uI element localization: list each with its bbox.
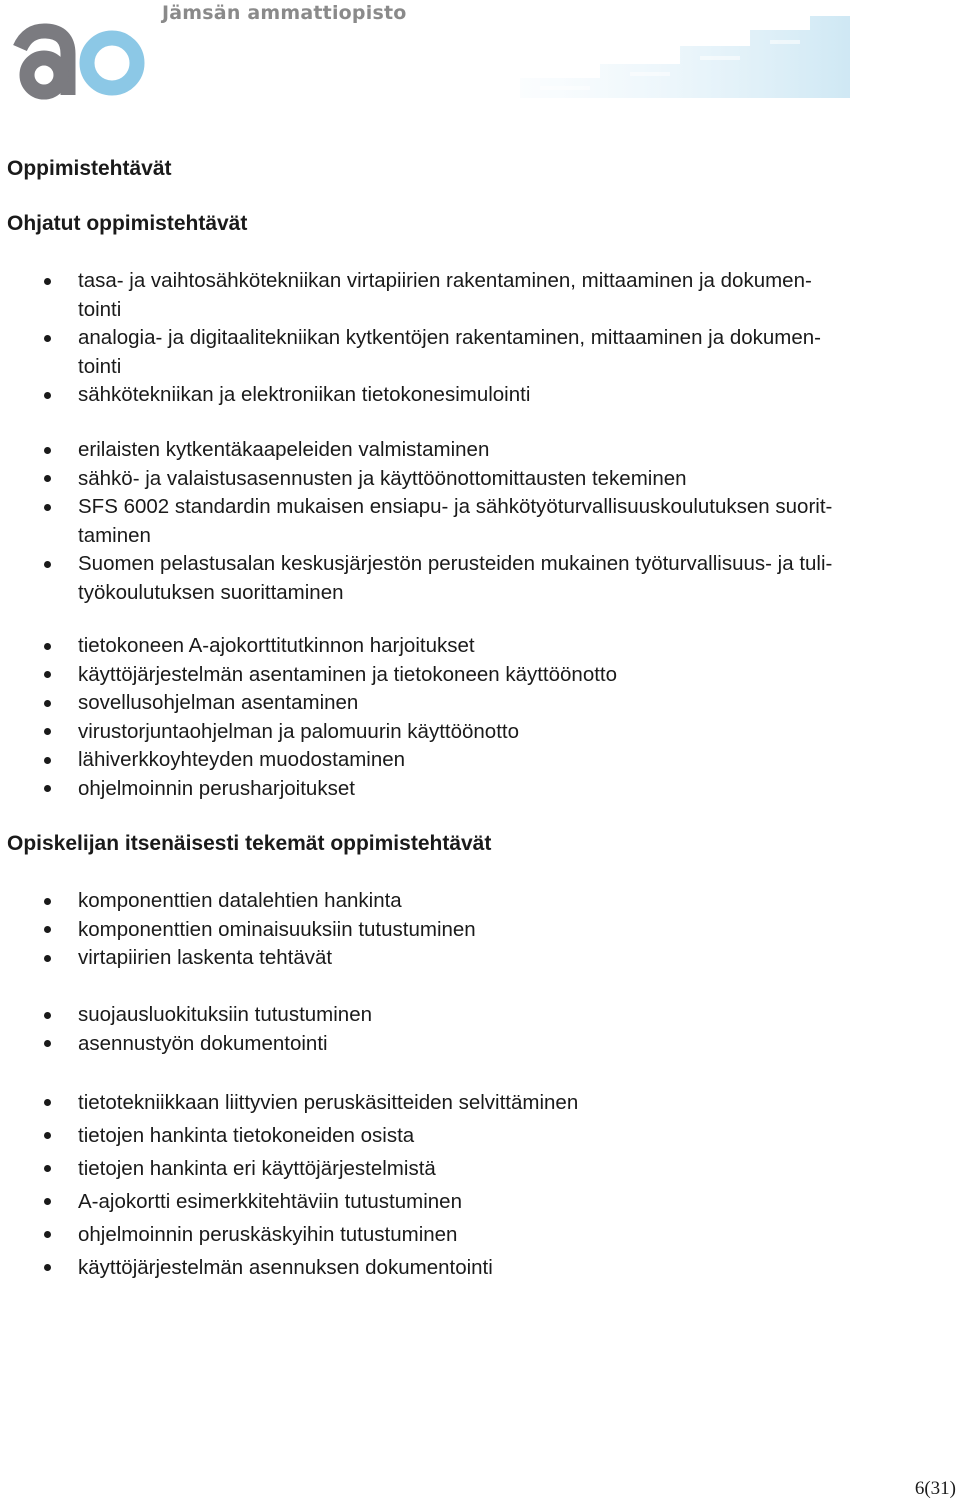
guided-tasks-heading: Ohjatut oppimistehtävät xyxy=(7,212,248,235)
bullet-icon xyxy=(44,898,51,905)
list-item-text: virustorjuntaohjelman ja palomuurin käyttöönotto xyxy=(78,719,520,743)
list-item-text: SFS 6002 standardin mukaisen ensiapu- ja sähkötyöturvallisuuskoulutuksen suorit- xyxy=(78,495,833,518)
bullet-icon xyxy=(44,1099,51,1106)
bullet-icon xyxy=(44,504,51,511)
bullet-icon xyxy=(44,1231,51,1238)
list-item-text: lähiverkkoyhteyden muodostaminen xyxy=(78,748,406,771)
list-item xyxy=(0,718,960,747)
bullet-icon xyxy=(44,278,51,285)
independent-task-list-2 xyxy=(0,1001,960,1058)
bullet-icon xyxy=(44,1132,51,1139)
list-item xyxy=(0,550,960,607)
bullet-icon xyxy=(44,671,51,678)
list-item xyxy=(0,1152,960,1185)
guided-task-list-3 xyxy=(0,632,960,803)
list-item-text: komponenttien datalehtien hankinta xyxy=(78,889,402,912)
list-item-text: käyttöjärjestelmän asennuksen dokumentointi xyxy=(78,1256,493,1279)
list-item xyxy=(0,689,960,718)
bullet-icon xyxy=(44,475,51,482)
bullet-icon xyxy=(44,926,51,933)
school-name: Jämsän ammattiopisto xyxy=(162,2,407,24)
ao-logo xyxy=(6,0,146,110)
list-item-text: tietotekniikkaan liittyvien peruskäsitteiden selvittäminen xyxy=(78,1091,579,1114)
list-item-text: käyttöjärjestelmän asentaminen ja tietokoneen käyttöönotto xyxy=(78,662,618,686)
list-item xyxy=(0,1251,960,1284)
bullet-icon xyxy=(44,955,51,962)
list-item xyxy=(0,324,960,381)
bullet-icon xyxy=(44,757,51,764)
bullet-icon xyxy=(44,561,51,568)
bullet-icon xyxy=(44,1040,51,1047)
list-item-text: tietojen hankinta tietokoneiden osista xyxy=(78,1124,415,1147)
list-item xyxy=(0,1030,960,1059)
logo-letter-o xyxy=(87,38,137,88)
list-item-text: komponenttien ominaisuuksiin tutustuminen xyxy=(78,917,476,941)
bullet-icon xyxy=(44,1198,51,1205)
independent-tasks-heading: Opiskelijan itsenäisesti tekemät oppimistehtävät xyxy=(7,832,492,855)
list-item xyxy=(0,465,960,494)
list-item-text: työkoulutuksen suorittaminen xyxy=(78,580,344,604)
bullet-icon xyxy=(44,392,51,399)
list-item-text: sähkö- ja valaistusasennusten ja käyttöönottomittausten tekeminen xyxy=(78,466,687,490)
list-item-text: tointi xyxy=(78,354,122,378)
bullet-icon xyxy=(44,785,51,792)
list-item-text: taminen xyxy=(78,523,151,547)
list-item-text: erilaisten kytkentäkaapeleiden valmistaminen xyxy=(78,438,490,461)
list-item-text: tointi xyxy=(78,297,122,321)
list-item xyxy=(0,887,960,916)
list-item-text: asennustyön dokumentointi xyxy=(78,1031,328,1055)
list-item xyxy=(0,381,960,410)
list-item xyxy=(0,493,960,550)
independent-task-list-1 xyxy=(0,887,960,973)
list-item-text: tietojen hankinta eri käyttöjärjestelmistä xyxy=(78,1157,436,1180)
list-item xyxy=(0,1119,960,1152)
list-item xyxy=(0,746,960,775)
list-item xyxy=(0,775,960,804)
list-item-text: sovellusohjelman asentaminen xyxy=(78,691,359,714)
logo-letter-a-bowl xyxy=(27,58,61,92)
page-number: 6(31) xyxy=(914,1478,956,1499)
list-item-text: analogia- ja digitaalitekniikan kytkentöjen rakentaminen, mittaaminen ja dokumen- xyxy=(78,326,821,349)
list-item xyxy=(0,944,960,973)
list-item-text: tietokoneen A-ajokorttitutkinnon harjoitukset xyxy=(78,634,475,657)
list-item-text: ohjelmoinnin peruskäskyihin tutustuminen xyxy=(78,1223,458,1246)
list-item xyxy=(0,1086,960,1119)
list-item-text: virtapiirien laskenta tehtävät xyxy=(78,946,333,969)
page-title: Oppimistehtävät xyxy=(7,157,172,180)
document-header xyxy=(0,0,960,110)
list-item-text: A-ajokortti esimerkkitehtäviin tutustuminen xyxy=(78,1190,462,1213)
bullet-icon xyxy=(44,1012,51,1019)
independent-task-list-3 xyxy=(0,1086,960,1284)
list-item-text: suojausluokituksiin tutustuminen xyxy=(78,1003,372,1026)
list-item xyxy=(0,1218,960,1251)
list-item-text: Suomen pelastusalan keskusjärjestön perusteiden mukainen työturvallisuus- ja tuli- xyxy=(78,552,833,575)
bullet-icon xyxy=(44,1165,51,1172)
list-item-text: ohjelmoinnin perusharjoitukset xyxy=(78,776,355,800)
bullet-icon xyxy=(44,335,51,342)
list-item xyxy=(0,1185,960,1218)
list-item xyxy=(0,661,960,690)
list-item xyxy=(0,436,960,465)
guided-task-list-1 xyxy=(0,267,960,410)
bullet-icon xyxy=(44,728,51,735)
list-item xyxy=(0,916,960,945)
list-item xyxy=(0,267,960,324)
list-item-text: tasa- ja vaihtosähkötekniikan virtapiirien rakentaminen, mittaaminen ja dokumen- xyxy=(78,269,812,292)
list-item xyxy=(0,1001,960,1030)
bullet-icon xyxy=(44,447,51,454)
list-item xyxy=(0,632,960,661)
bullet-icon xyxy=(44,1264,51,1271)
guided-task-list-2 xyxy=(0,436,960,607)
bullet-icon xyxy=(44,643,51,650)
list-item-text: sähkötekniikan ja elektroniikan tietokonesimulointi xyxy=(78,383,531,406)
decorative-steps-graphic xyxy=(520,16,850,98)
bullet-icon xyxy=(44,700,51,707)
